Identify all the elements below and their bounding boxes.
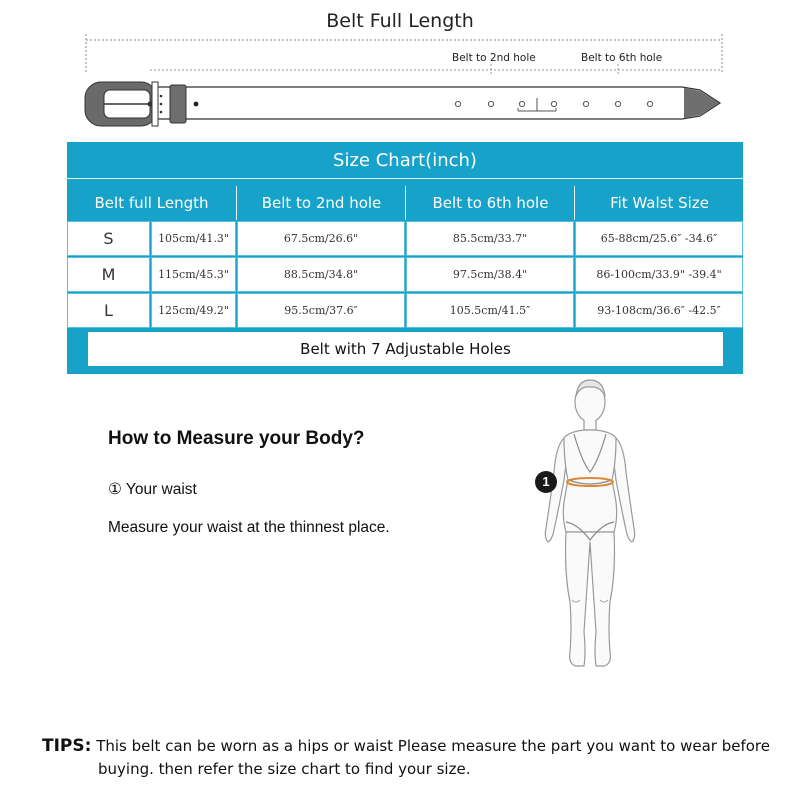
label-belt-to-2nd-hole: Belt to 2nd hole (452, 52, 536, 64)
header-belt-to-6th-hole: Belt to 6th hole (405, 186, 575, 220)
belt-buckle (85, 82, 198, 126)
size-chart (67, 142, 743, 374)
waist-marker-number: 1 (542, 474, 550, 489)
belt-illustration (0, 0, 800, 140)
fit-waist-cell: 93-108cm/36.6″ -42.5″ (575, 293, 743, 328)
adjustable-holes-note: Belt with 7 Adjustable Holes (88, 332, 723, 366)
label-belt-to-6th-hole: Belt to 6th hole (581, 52, 663, 64)
fit-waist-cell: 86-100cm/33.9" -39.4" (575, 257, 743, 292)
header-belt-full-length: Belt full Length (94, 194, 209, 212)
tips-label: TIPS: (42, 736, 92, 756)
body-figure (520, 372, 660, 672)
tips-section (42, 735, 782, 781)
hole2-cell: 88.5cm/34.8" (237, 257, 405, 292)
hole6-cell: 105.5cm/41.5″ (406, 293, 574, 328)
hole-dimension-lines (150, 64, 722, 76)
full-length-cell: 125cm/49.2" (151, 293, 236, 328)
belt-full-length-title: Belt Full Length (326, 10, 474, 32)
fit-waist-cell: 65-88cm/25.6″ -34.6″ (575, 221, 743, 256)
full-length-cell: 105cm/41.3" (151, 221, 236, 256)
header-fit-waist-size: Fit Walst Size (574, 186, 744, 220)
full-length-cell: 115cm/45.3" (151, 257, 236, 292)
hole6-cell: 97.5cm/38.4" (406, 257, 574, 292)
size-cell: S (67, 221, 150, 256)
measure-instruction: Measure your waist at the thinnest place. (108, 519, 390, 536)
size-cell: L (67, 293, 150, 328)
measure-heading: How to Measure your Body? (108, 428, 365, 449)
size-chart-title: Size Chart(inch) (333, 150, 477, 171)
header-belt-to-2nd-hole: Belt to 2nd hole (236, 186, 406, 220)
title-divider (67, 178, 743, 179)
belt-strap (150, 87, 720, 119)
hole6-cell: 85.5cm/33.7" (406, 221, 574, 256)
hole2-cell: 95.5cm/37.6″ (237, 293, 405, 328)
tips-text-line2: buying. then refer the size chart to find your size. (98, 760, 471, 778)
tips-text-line1: This belt can be worn as a hips or waist Please measure the part you want to wear before (96, 737, 770, 755)
waist-item: ① Your waist (108, 481, 197, 498)
hole2-cell: 67.5cm/26.6" (237, 221, 405, 256)
size-cell: M (67, 257, 150, 292)
